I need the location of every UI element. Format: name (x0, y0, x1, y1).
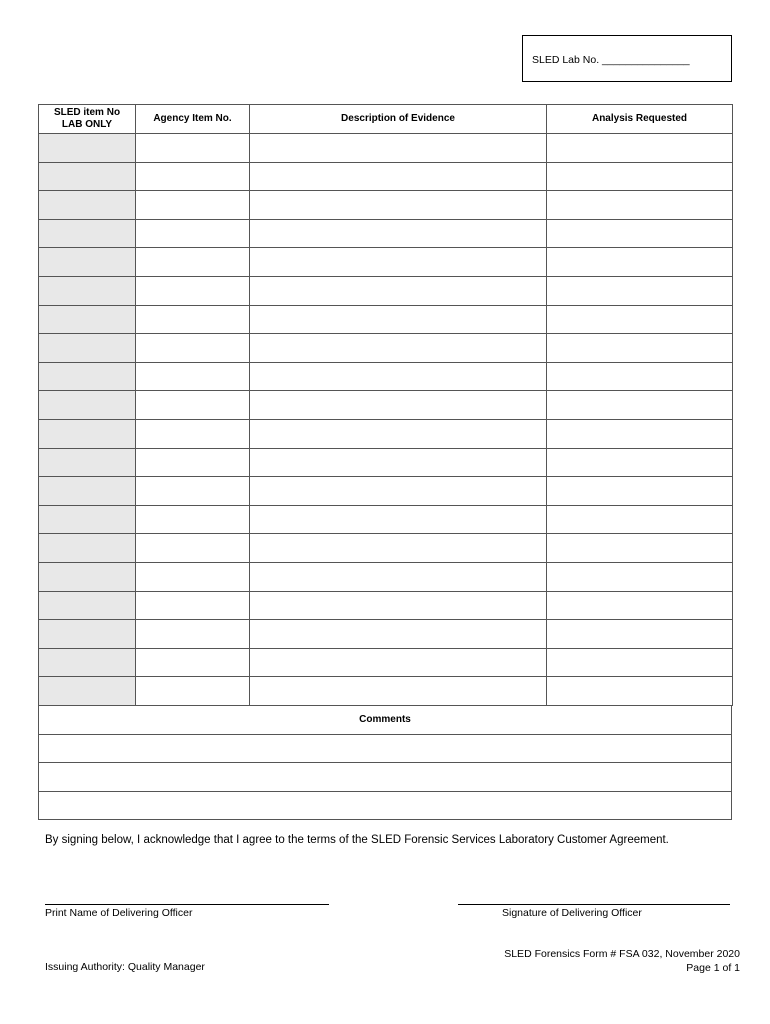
issuing-authority: Issuing Authority: Quality Manager (45, 961, 205, 973)
analysis-cell[interactable] (547, 248, 733, 277)
agency-item-cell[interactable] (136, 134, 250, 163)
evidence-row (39, 305, 733, 334)
analysis-cell[interactable] (547, 134, 733, 163)
agency-item-cell[interactable] (136, 191, 250, 220)
sled-item-cell[interactable] (39, 648, 136, 677)
description-cell[interactable] (250, 562, 547, 591)
evidence-row (39, 276, 733, 305)
header-sled-item-line2: LAB ONLY (61, 119, 113, 130)
agency-item-cell[interactable] (136, 648, 250, 677)
description-cell[interactable] (250, 248, 547, 277)
analysis-cell[interactable] (547, 648, 733, 677)
analysis-cell[interactable] (547, 591, 733, 620)
header-description-of-evidence: Description of Evidence (250, 105, 547, 134)
sled-item-cell[interactable] (39, 591, 136, 620)
agency-item-cell[interactable] (136, 505, 250, 534)
agency-item-cell[interactable] (136, 362, 250, 391)
sled-item-cell[interactable] (39, 191, 136, 220)
sled-item-cell[interactable] (39, 448, 136, 477)
signature-label: Signature of Delivering Officer (502, 907, 642, 919)
agency-item-cell[interactable] (136, 677, 250, 706)
analysis-cell[interactable] (547, 419, 733, 448)
analysis-cell[interactable] (547, 276, 733, 305)
analysis-cell[interactable] (547, 305, 733, 334)
sled-item-cell[interactable] (39, 248, 136, 277)
page-number: Page 1 of 1 (686, 962, 740, 974)
description-cell[interactable] (250, 505, 547, 534)
form-number: SLED Forensics Form # FSA 032, November 2020 (504, 948, 740, 960)
description-cell[interactable] (250, 448, 547, 477)
comment-row (39, 791, 732, 820)
evidence-table-header-row (39, 105, 733, 134)
sled-item-cell[interactable] (39, 620, 136, 649)
comment-cell[interactable] (39, 791, 732, 820)
evidence-row (39, 334, 733, 363)
analysis-cell[interactable] (547, 162, 733, 191)
header-analysis-requested: Analysis Requested (547, 105, 733, 134)
description-cell[interactable] (250, 191, 547, 220)
analysis-cell[interactable] (547, 362, 733, 391)
sled-item-cell[interactable] (39, 477, 136, 506)
analysis-cell[interactable] (547, 334, 733, 363)
analysis-cell[interactable] (547, 562, 733, 591)
evidence-row (39, 620, 733, 649)
comment-row (39, 763, 732, 792)
comments-header-row (39, 706, 732, 735)
agency-item-cell[interactable] (136, 391, 250, 420)
header-sled-item-no (39, 105, 136, 134)
agency-item-cell[interactable] (136, 219, 250, 248)
sled-item-cell[interactable] (39, 134, 136, 163)
analysis-cell[interactable] (547, 219, 733, 248)
evidence-row (39, 362, 733, 391)
description-cell[interactable] (250, 620, 547, 649)
print-name-line[interactable] (45, 904, 329, 905)
analysis-cell[interactable] (547, 191, 733, 220)
sled-item-cell[interactable] (39, 276, 136, 305)
evidence-row (39, 162, 733, 191)
print-name-label: Print Name of Delivering Officer (45, 907, 193, 919)
sled-item-cell[interactable] (39, 534, 136, 563)
sled-item-cell[interactable] (39, 391, 136, 420)
agency-item-cell[interactable] (136, 562, 250, 591)
analysis-cell[interactable] (547, 448, 733, 477)
description-cell[interactable] (250, 362, 547, 391)
description-cell[interactable] (250, 477, 547, 506)
sled-item-cell[interactable] (39, 334, 136, 363)
evidence-row (39, 505, 733, 534)
description-cell[interactable] (250, 334, 547, 363)
evidence-row (39, 562, 733, 591)
evidence-row (39, 219, 733, 248)
analysis-cell[interactable] (547, 477, 733, 506)
description-cell[interactable] (250, 162, 547, 191)
sled-item-cell[interactable] (39, 505, 136, 534)
description-cell[interactable] (250, 419, 547, 448)
comment-cell[interactable] (39, 734, 732, 763)
comment-row (39, 734, 732, 763)
evidence-row (39, 677, 733, 706)
agency-item-cell[interactable] (136, 305, 250, 334)
comments-header: Comments (39, 706, 732, 735)
sled-lab-number-box[interactable] (522, 35, 732, 82)
description-cell[interactable] (250, 276, 547, 305)
sled-item-cell[interactable] (39, 162, 136, 191)
description-cell[interactable] (250, 391, 547, 420)
analysis-cell[interactable] (547, 534, 733, 563)
description-cell[interactable] (250, 219, 547, 248)
analysis-cell[interactable] (547, 620, 733, 649)
comment-cell[interactable] (39, 763, 732, 792)
agency-item-cell[interactable] (136, 162, 250, 191)
agency-item-cell[interactable] (136, 534, 250, 563)
description-cell[interactable] (250, 534, 547, 563)
evidence-row (39, 191, 733, 220)
agency-item-cell[interactable] (136, 620, 250, 649)
agency-item-cell[interactable] (136, 419, 250, 448)
description-cell[interactable] (250, 305, 547, 334)
evidence-row (39, 134, 733, 163)
evidence-row (39, 419, 733, 448)
agreement-statement: By signing below, I acknowledge that I agree to the terms of the SLED Forensic Services Laboratory Customer Agreement. (45, 834, 669, 846)
agency-item-cell[interactable] (136, 248, 250, 277)
header-sled-item-line1: SLED item No (53, 107, 121, 118)
description-cell[interactable] (250, 591, 547, 620)
description-cell[interactable] (250, 677, 547, 706)
agency-item-cell[interactable] (136, 334, 250, 363)
signature-line[interactable] (458, 904, 730, 905)
evidence-row (39, 591, 733, 620)
comments-table (38, 705, 732, 820)
description-cell[interactable] (250, 134, 547, 163)
agency-item-cell[interactable] (136, 448, 250, 477)
agency-item-cell[interactable] (136, 477, 250, 506)
evidence-row (39, 248, 733, 277)
analysis-cell[interactable] (547, 505, 733, 534)
sled-item-cell[interactable] (39, 419, 136, 448)
analysis-cell[interactable] (547, 677, 733, 706)
sled-item-cell[interactable] (39, 362, 136, 391)
evidence-table (38, 104, 733, 706)
evidence-row (39, 391, 733, 420)
description-cell[interactable] (250, 648, 547, 677)
agency-item-cell[interactable] (136, 591, 250, 620)
sled-item-cell[interactable] (39, 219, 136, 248)
evidence-row (39, 534, 733, 563)
sled-item-cell[interactable] (39, 305, 136, 334)
evidence-row (39, 648, 733, 677)
agency-item-cell[interactable] (136, 276, 250, 305)
sled-item-cell[interactable] (39, 677, 136, 706)
sled-lab-number-label: SLED Lab No. _______________ (532, 54, 690, 66)
header-agency-item-no: Agency Item No. (136, 105, 250, 134)
evidence-row (39, 448, 733, 477)
sled-item-cell[interactable] (39, 562, 136, 591)
evidence-row (39, 477, 733, 506)
analysis-cell[interactable] (547, 391, 733, 420)
